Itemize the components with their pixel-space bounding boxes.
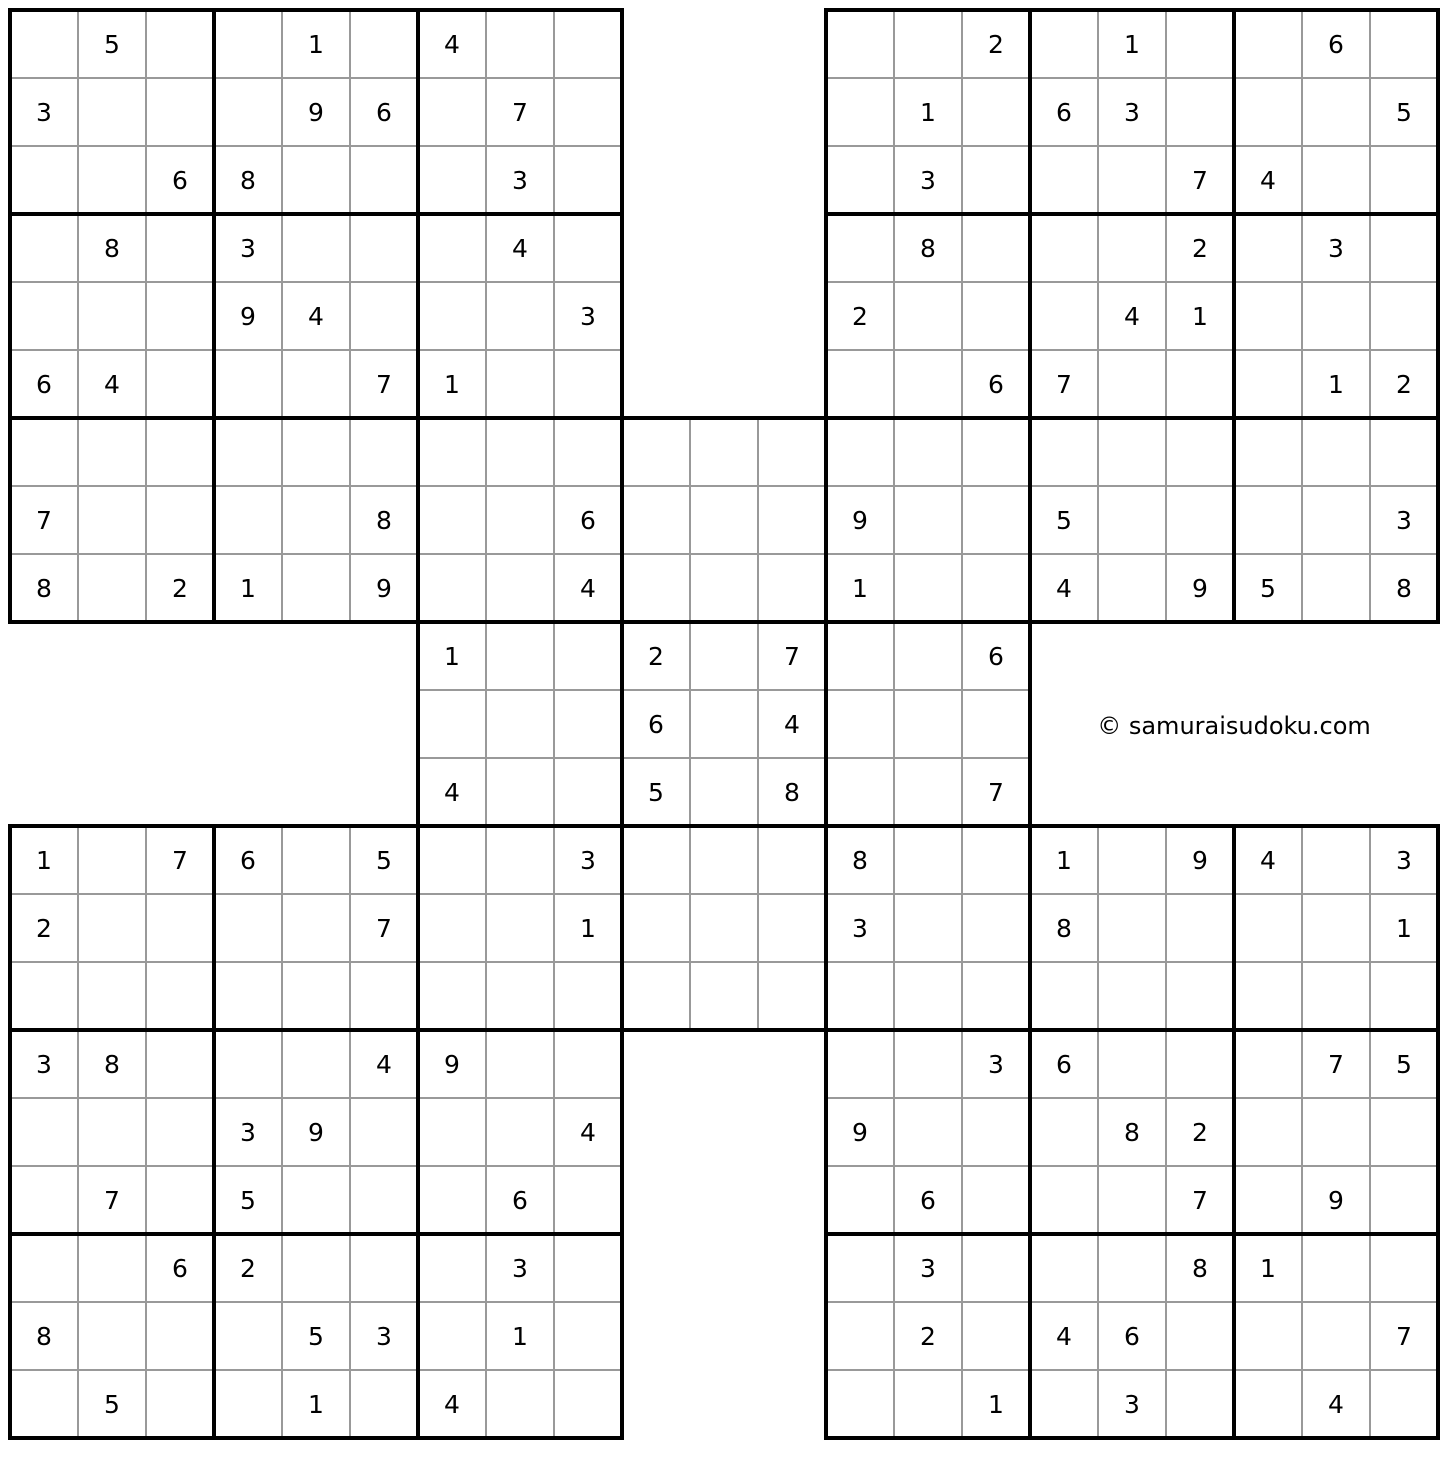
given-digit: 9 — [1328, 1185, 1344, 1215]
given-digit: 4 — [580, 573, 596, 603]
given-digit: 5 — [1396, 1049, 1412, 1079]
given-digit: 8 — [104, 233, 120, 263]
given-digit: 2 — [920, 1321, 936, 1351]
given-digit: 8 — [36, 1321, 52, 1351]
given-digit: 1 — [852, 573, 868, 603]
given-digit: 2 — [1192, 233, 1208, 263]
given-digit: 1 — [444, 641, 460, 671]
given-digit: 1 — [512, 1321, 528, 1351]
given-digit: 8 — [784, 777, 800, 807]
given-digit: 6 — [1056, 1049, 1072, 1079]
given-digit: 2 — [1192, 1117, 1208, 1147]
given-digit: 4 — [1260, 165, 1276, 195]
given-digit: 1 — [988, 1389, 1004, 1419]
given-digit: 9 — [852, 505, 868, 535]
given-digit: 9 — [1192, 573, 1208, 603]
given-digit: 3 — [376, 1321, 392, 1351]
given-digit: 5 — [1260, 573, 1276, 603]
given-digit: 6 — [988, 641, 1004, 671]
given-digit: 8 — [852, 845, 868, 875]
given-digit: 9 — [852, 1117, 868, 1147]
given-digit: 3 — [920, 165, 936, 195]
given-digit: 8 — [1192, 1253, 1208, 1283]
given-digit: 1 — [1056, 845, 1072, 875]
given-digit: 3 — [1328, 233, 1344, 263]
given-digit: 7 — [784, 641, 800, 671]
given-digit: 6 — [512, 1185, 528, 1215]
given-digit: 9 — [308, 1117, 324, 1147]
given-digit: 2 — [240, 1253, 256, 1283]
given-digit: 7 — [988, 777, 1004, 807]
given-digit: 3 — [1396, 505, 1412, 535]
given-digit: 3 — [1124, 1389, 1140, 1419]
given-digit: 4 — [1056, 573, 1072, 603]
given-digit: 5 — [308, 1321, 324, 1351]
given-digit: 9 — [240, 301, 256, 331]
given-digit: 4 — [1260, 845, 1276, 875]
given-digit: 7 — [1396, 1321, 1412, 1351]
given-digit: 7 — [172, 845, 188, 875]
given-digit: 6 — [36, 369, 52, 399]
given-digit: 7 — [1192, 165, 1208, 195]
given-digit: 2 — [852, 301, 868, 331]
given-digit: 1 — [36, 845, 52, 875]
given-digit: 8 — [104, 1049, 120, 1079]
given-digit: 5 — [104, 29, 120, 59]
given-digit: 3 — [1396, 845, 1412, 875]
given-digit: 4 — [444, 777, 460, 807]
given-digit: 3 — [852, 913, 868, 943]
given-digit: 9 — [308, 97, 324, 127]
given-digit: 7 — [1192, 1185, 1208, 1215]
given-digit: 6 — [1328, 29, 1344, 59]
given-digit: 2 — [988, 29, 1004, 59]
given-digit: 8 — [36, 573, 52, 603]
given-digit: 2 — [36, 913, 52, 943]
given-digit: 6 — [376, 97, 392, 127]
given-digit: 1 — [580, 913, 596, 943]
given-digit: 6 — [580, 505, 596, 535]
given-digit: 9 — [444, 1049, 460, 1079]
given-digit: 5 — [1396, 97, 1412, 127]
given-digit: 6 — [648, 709, 664, 739]
given-digit: 7 — [376, 913, 392, 943]
given-digit: 7 — [104, 1185, 120, 1215]
given-digit: 7 — [36, 505, 52, 535]
given-digit: 8 — [1124, 1117, 1140, 1147]
given-digit: 3 — [1124, 97, 1140, 127]
given-digit: 1 — [1396, 913, 1412, 943]
given-digit: 3 — [512, 165, 528, 195]
given-digit: 4 — [784, 709, 800, 739]
given-digit: 1 — [1328, 369, 1344, 399]
given-digit: 4 — [580, 1117, 596, 1147]
given-digit: 6 — [240, 845, 256, 875]
given-digit: 8 — [376, 505, 392, 535]
given-digit: 1 — [308, 29, 324, 59]
given-digit: 3 — [240, 1117, 256, 1147]
given-digit: 6 — [1056, 97, 1072, 127]
given-digit: 7 — [512, 97, 528, 127]
given-digit: 4 — [104, 369, 120, 399]
given-digit: 2 — [172, 573, 188, 603]
given-digit: 7 — [1056, 369, 1072, 399]
given-digit: 7 — [1328, 1049, 1344, 1079]
given-digit: 4 — [1056, 1321, 1072, 1351]
given-digit: 3 — [988, 1049, 1004, 1079]
given-digit: 8 — [920, 233, 936, 263]
given-digit: 2 — [648, 641, 664, 671]
given-digit: 2 — [1396, 369, 1412, 399]
given-digit: 3 — [240, 233, 256, 263]
given-digit: 1 — [444, 369, 460, 399]
given-digit: 4 — [444, 29, 460, 59]
given-digit: 4 — [308, 301, 324, 331]
given-digit: 6 — [920, 1185, 936, 1215]
given-digit: 6 — [1124, 1321, 1140, 1351]
given-digit: 3 — [580, 301, 596, 331]
given-digit: 7 — [376, 369, 392, 399]
given-digit: 1 — [1192, 301, 1208, 331]
given-digit: 6 — [988, 369, 1004, 399]
given-digit: 8 — [1396, 573, 1412, 603]
given-digit: 4 — [512, 233, 528, 263]
given-digit: 3 — [512, 1253, 528, 1283]
given-digit: 4 — [1124, 301, 1140, 331]
given-digit: 1 — [308, 1389, 324, 1419]
given-digit: 1 — [1260, 1253, 1276, 1283]
given-digit: 3 — [580, 845, 596, 875]
given-digit: 9 — [376, 573, 392, 603]
given-digit: 5 — [1056, 505, 1072, 535]
given-digit: 3 — [36, 97, 52, 127]
given-digit: 4 — [1328, 1389, 1344, 1419]
given-digit: 1 — [920, 97, 936, 127]
given-digit: 5 — [648, 777, 664, 807]
given-digit: 5 — [104, 1389, 120, 1419]
given-digit: 3 — [36, 1049, 52, 1079]
given-digit: 3 — [920, 1253, 936, 1283]
given-digit: 4 — [444, 1389, 460, 1419]
given-digit: 4 — [376, 1049, 392, 1079]
given-digit: 8 — [1056, 913, 1072, 943]
given-digit: 8 — [240, 165, 256, 195]
given-digit: 6 — [172, 165, 188, 195]
given-digit: 5 — [376, 845, 392, 875]
given-digit: 1 — [240, 573, 256, 603]
given-digit: 1 — [1124, 29, 1140, 59]
copyright-notice: © samuraisudoku.com — [1097, 712, 1371, 740]
given-digit: 9 — [1192, 845, 1208, 875]
given-digit: 6 — [172, 1253, 188, 1283]
given-digit: 5 — [240, 1185, 256, 1215]
